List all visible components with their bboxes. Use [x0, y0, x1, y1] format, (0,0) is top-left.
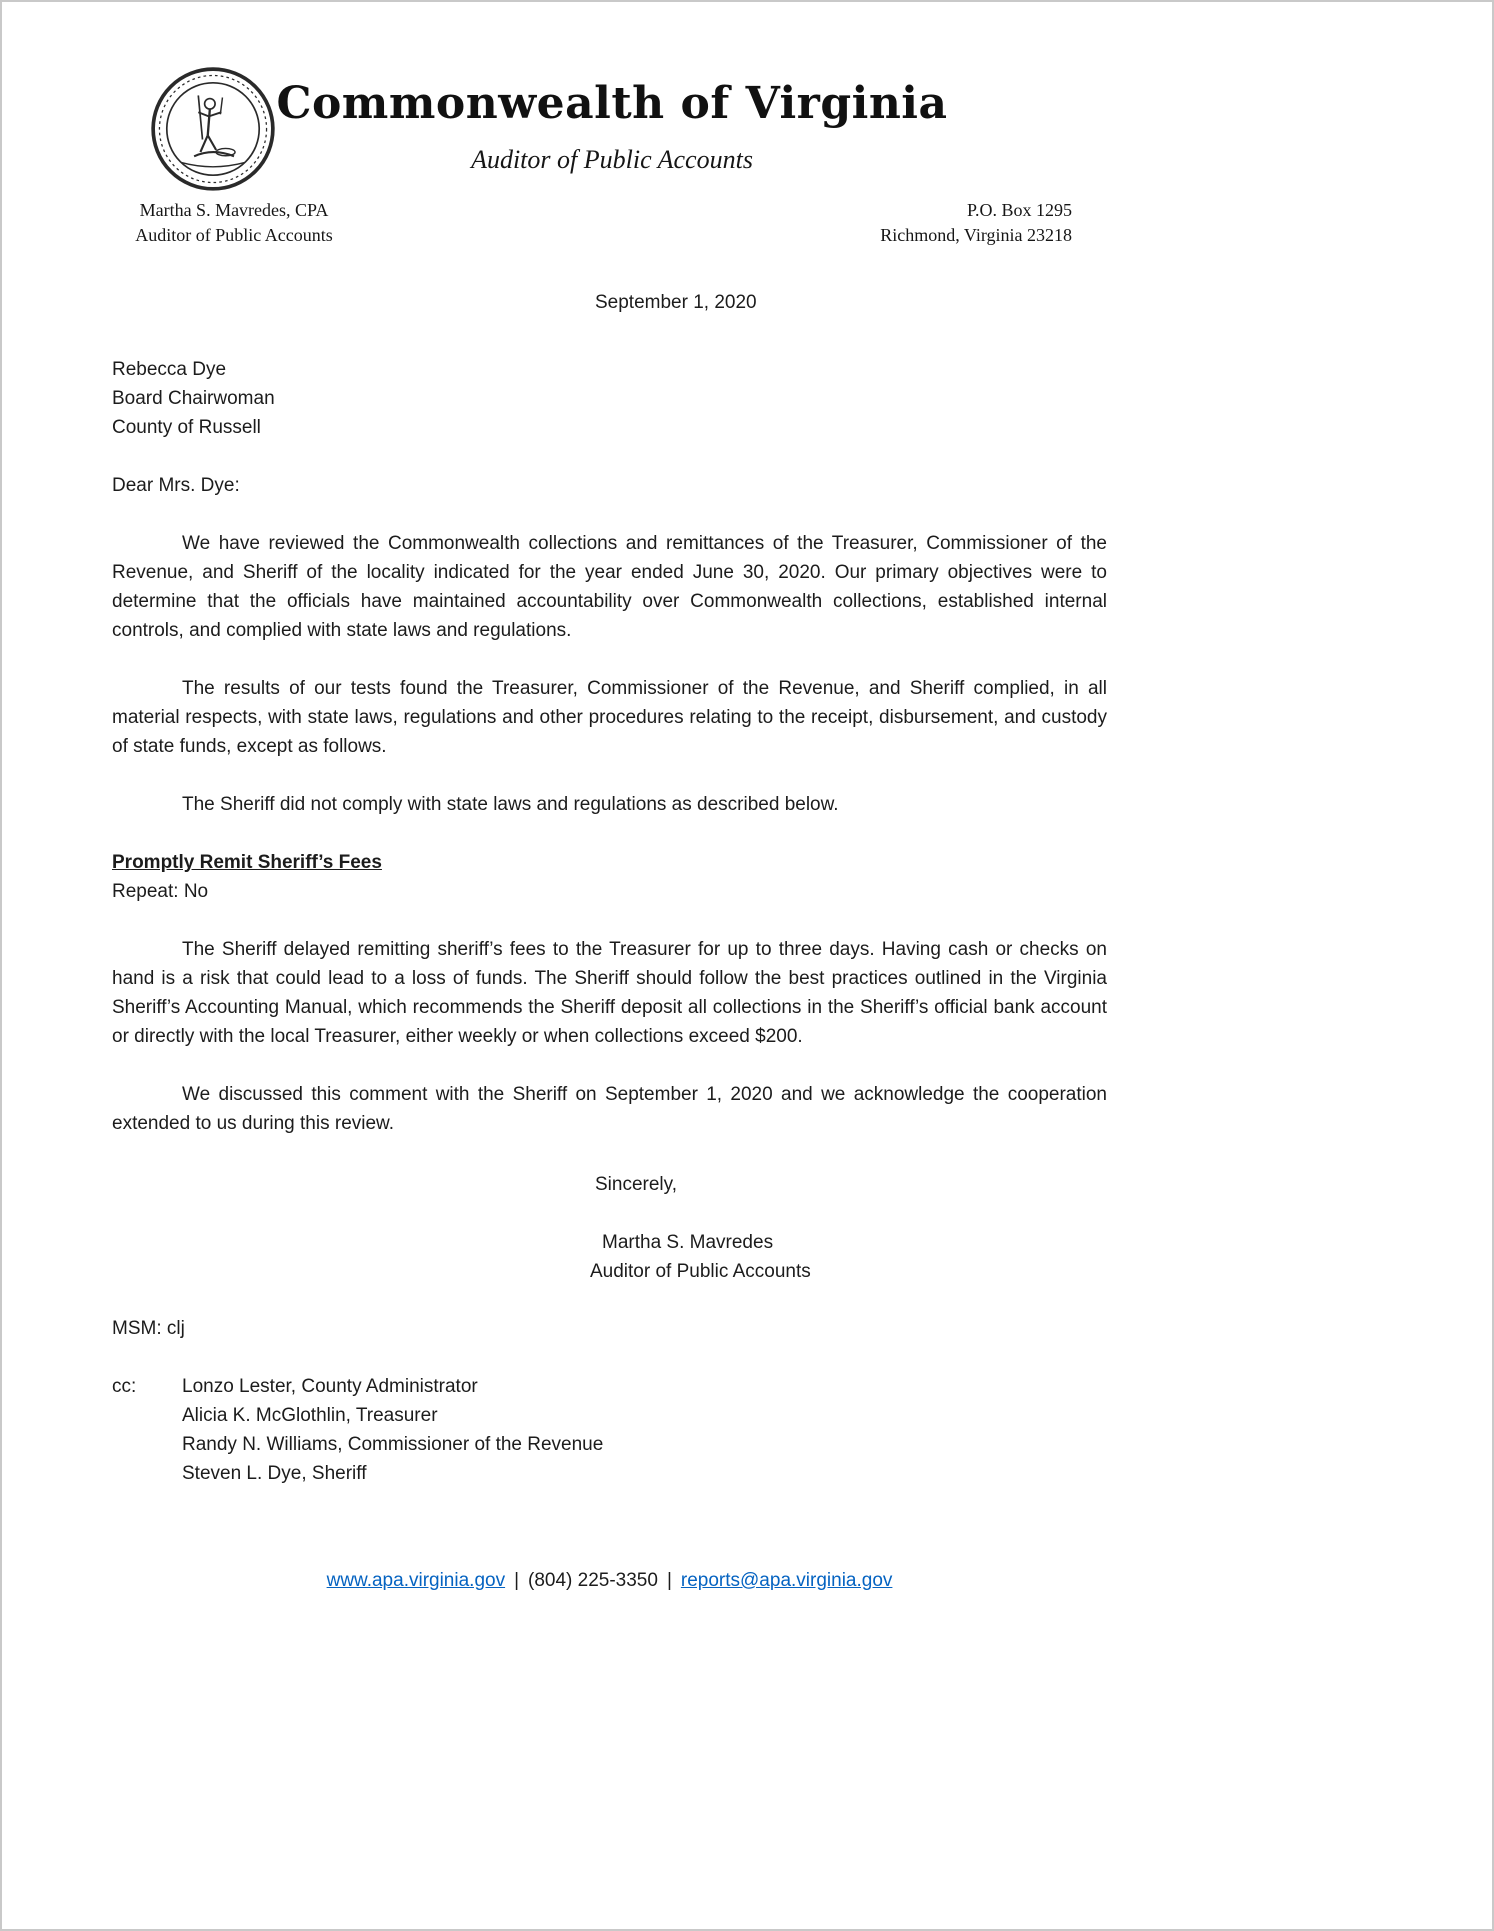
recipient-locality: County of Russell — [112, 417, 261, 438]
cc-recipient-treasurer: Alicia K. McGlothlin, Treasurer — [182, 1405, 438, 1426]
agency-address — [810, 198, 1072, 248]
recipient-title: Board Chairwoman — [112, 388, 275, 409]
address-line-1: P.O. Box 1295 — [966, 200, 1072, 220]
reference-initials: MSM: clj — [112, 1318, 185, 1339]
finding-heading: Promptly Remit Sheriff’s Fees — [112, 852, 382, 873]
cc-label: cc: — [112, 1376, 137, 1397]
finding-repeat: Repeat: No — [112, 881, 209, 902]
letter-date: September 1, 2020 — [595, 292, 757, 313]
website-link[interactable]: www.apa.virginia.gov — [326, 1570, 506, 1591]
closing: Sincerely, — [595, 1174, 678, 1195]
address-line-2: Richmond, Virginia 23218 — [880, 225, 1072, 245]
footer-separator: | — [514, 1570, 520, 1591]
footer-phone: (804) 225-3350 — [528, 1570, 658, 1591]
recipient-name: Rebecca Dye — [112, 359, 227, 380]
paragraph-noncompliance: The Sheriff did not comply with state laws and regulations as described below. — [182, 794, 839, 815]
finding-paragraph-detail: The Sheriff delayed remitting sheriff’s fees to the Treasurer for up to three days. Having cash or checks on hand is a risk that could lead to a loss of funds. The Sheriff should follow the best practices outlined in the Virginia Sheriff’s Accounting Manual, which recommends the Sheriff deposit all collections in the Sheriff’s official bank account or directly with the local Treasurer, either weekly or when collections exceed $200. — [112, 939, 1107, 1047]
official-title: Auditor of Public Accounts — [135, 225, 333, 245]
signature-name: Martha S. Mavredes — [602, 1232, 774, 1253]
footer-separator: | — [666, 1570, 672, 1591]
email-link[interactable]: reports@apa.virginia.gov — [680, 1570, 893, 1591]
salutation: Dear Mrs. Dye: — [112, 475, 240, 496]
finding-paragraph-discussion: We discussed this comment with the Sheriff on September 1, 2020 and we acknowledge the cooperation extended to us during this review. — [112, 1084, 1107, 1134]
letter-body — [112, 288, 1107, 1595]
footer — [112, 1566, 1107, 1595]
cc-recipient-commissioner: Randy N. Williams, Commissioner of the Revenue — [182, 1434, 604, 1455]
agency-subtitle: Auditor of Public Accounts — [471, 145, 753, 174]
official-name: Martha S. Mavredes, CPA — [139, 200, 329, 220]
official-block — [114, 198, 354, 248]
signature-block — [590, 1228, 1107, 1286]
cc-block — [112, 1372, 1107, 1488]
paragraph-review: We have reviewed the Commonwealth collections and remittances of the Treasurer, Commissioner of the Revenue, and Sheriff of the locality indicated for the year ended June 30, 2020. Our primary objectives were to determine that the officials have maintained accountability over Commonwealth collections, established internal controls, and complied with state laws and regulations. — [112, 533, 1107, 641]
paragraph-results: The results of our tests found the Treasurer, Commissioner of the Revenue, and Sheriff complied, in all material respects, with state laws, regulations and other procedures relating to the receipt, disbursement, and custody of state funds, except as follows. — [112, 678, 1107, 757]
letterhead — [2, 2, 1492, 260]
cc-recipient-administrator: Lonzo Lester, County Administrator — [182, 1376, 478, 1397]
signature-title: Auditor of Public Accounts — [590, 1261, 811, 1282]
page-title: Commonwealth of Virginia — [276, 78, 948, 129]
recipient-block — [112, 355, 1107, 442]
cc-recipient-sheriff: Steven L. Dye, Sheriff — [182, 1463, 367, 1484]
